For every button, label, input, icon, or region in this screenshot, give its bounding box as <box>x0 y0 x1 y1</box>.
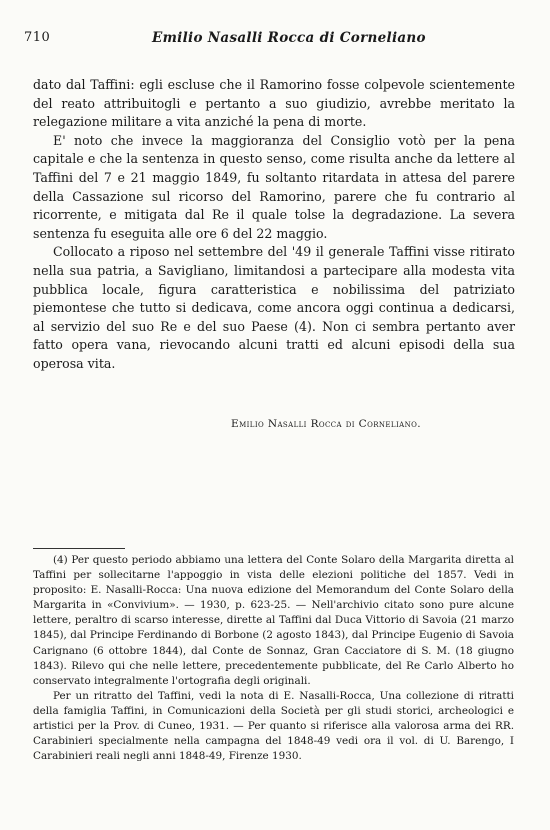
footnote: (4) Per questo periodo abbiamo una lettera del Conte Solaro della Margarita diretta al Taffini per sollecitarne l'appoggio in vista delle elezioni politiche del 1857. Vedi in proposito: E. Nasalli-Rocca: Una nuova edizione del Memorandum del Conte Solaro della Margarita in «Convivium». — 1930, p. 623-25. — Nell'archivio citato sono pure alcune lettere, peraltro di scarso interesse, dirette al Taffini dal Duca Vittorio di Savoia (21 marzo 1845), dal Principe Ferdinando di Borbone (2 agosto 1843), dal Principe Eugenio di Savoia Carignano (6 ottobre 1844), dal Conte de Sonnaz, Gran Cacciatore di S. M. (18 giugno 1843). Rilevo qui che nelle lettere, precedentemente pubblicate, del Re Carlo Alberto ho conservato integralmente l'ortografia degli originali. <box>33 554 514 687</box>
footnote-divider <box>33 548 125 549</box>
footnote: Per un ritratto del Taffini, vedi la nota di E. Nasalli-Rocca, Una collezione di ritratti della famiglia Taffini, in Comunicazioni della Società per gli studi storici, archeologici e artistici per la Prov. di Cuneo, 1931. — Per quanto si riferisce alla valorosa arma dei RR. Carabinieri specialmente nella campagna del 1848-49 vedi ora il vol. di U. Barengo, I Carabinieri reali negli anni 1848-49, Firenze 1930. <box>33 689 514 763</box>
paragraph: E' noto che invece la maggioranza del Consiglio votò per la pena capitale e che la sentenza in questo senso, come risulta anche da lettere al Taffini del 7 e 21 maggio 1849, fu soltanto ritardata in attesa del parere della Cassazione sul ricorso del Ramorino, parere che fu contrario al ricorrente, e mitigata dal Re il quale tolse la degradazione. La severa sentenza fu eseguita alle ore 6 del 22 maggio. <box>33 132 515 241</box>
paragraph: dato dal Taffini: egli escluse che il Ramorino fosse colpevole scientemente del reato attribuitogli e pertanto a suo giudizio, avrebbe meritato la relegazione militare a vita anziché la pena di morte. <box>33 77 515 130</box>
running-head: Emilio Nasalli Rocca di Corneliano <box>152 30 426 46</box>
footnotes <box>33 553 514 764</box>
page-number: 710 <box>24 30 51 45</box>
paragraph: Collocato a riposo nel settembre del '49 il generale Taffini visse ritirato nella sua patria, a Savigliano, limitandosi a partecipare alla modesta vita pubblica locale, figura caratteristica e nobilissima del patriziato piemontese che tutto si dedicava, come ancora oggi continua a dedicarsi, al servizio del suo Re e del suo Paese (4). Non ci sembra pertanto aver fatto opera vana, rievocando alcuni tratti ed alcuni episodi della sua operosa vita. <box>33 244 515 371</box>
page-header <box>24 30 524 48</box>
main-text <box>33 76 515 374</box>
author-signature: Emilio Nasalli Rocca di Corneliano. <box>231 418 421 430</box>
